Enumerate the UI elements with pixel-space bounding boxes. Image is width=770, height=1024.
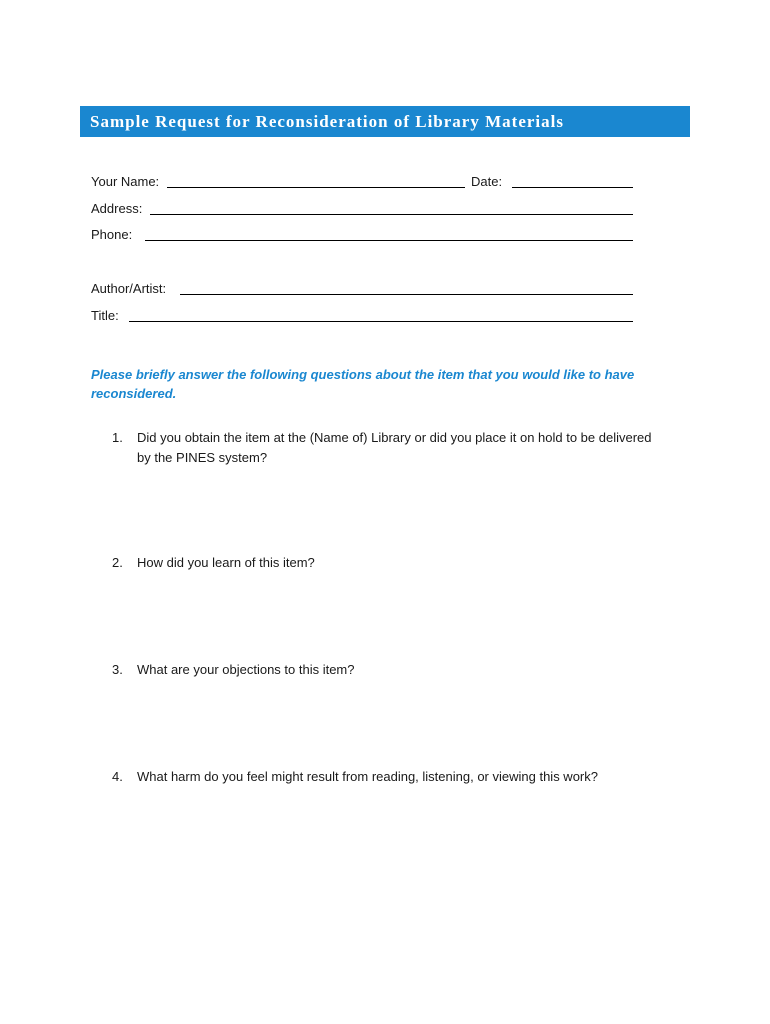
question-text: What harm do you feel might result from reading, listening, or viewing this work? bbox=[137, 769, 598, 784]
instructions-text: Please briefly answer the following questions about the item that you would like to have reconsidered. bbox=[91, 367, 635, 401]
page-title: Sample Request for Reconsideration of Library Materials bbox=[90, 112, 564, 131]
question-1 bbox=[112, 428, 652, 468]
question-number: 3. bbox=[112, 662, 123, 677]
phone-field[interactable] bbox=[145, 240, 633, 241]
date-field[interactable] bbox=[512, 187, 633, 188]
question-number: 1. bbox=[112, 430, 123, 445]
question-number: 2. bbox=[112, 555, 123, 570]
question-text: How did you learn of this item? bbox=[137, 555, 315, 570]
question-text: Did you obtain the item at the (Name of) Library or did you place it on hold to be delivered by the PINES system? bbox=[137, 430, 652, 465]
question-2 bbox=[112, 553, 652, 573]
address-label: Address: bbox=[91, 201, 143, 216]
question-text: What are your objections to this item? bbox=[137, 662, 355, 677]
author-field[interactable] bbox=[180, 294, 633, 295]
name-label: Your Name: bbox=[91, 174, 160, 189]
title-banner bbox=[80, 106, 690, 137]
phone-label: Phone: bbox=[91, 227, 133, 242]
title-label: Title: bbox=[91, 308, 119, 323]
address-field[interactable] bbox=[150, 214, 633, 215]
date-label: Date: bbox=[471, 174, 503, 189]
title-field[interactable] bbox=[129, 321, 633, 322]
author-label: Author/Artist: bbox=[91, 281, 167, 296]
question-3 bbox=[112, 660, 652, 680]
question-4 bbox=[112, 767, 672, 787]
question-number: 4. bbox=[112, 769, 123, 784]
name-field[interactable] bbox=[167, 187, 465, 188]
